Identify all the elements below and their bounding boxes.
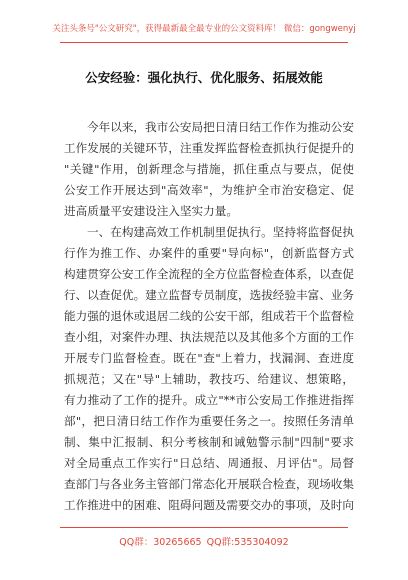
document-body bbox=[64, 117, 354, 516]
body-line: 抓规范；又在"导"上辅助，教技巧、给建议、想策略， bbox=[64, 372, 354, 386]
body-line: 查小组，对案件办理、执法规范以及其他多个方面的工作 bbox=[64, 330, 354, 344]
header-divider bbox=[60, 42, 348, 43]
header-note: 关注头条号"公文研究"，获得最新最全最专业的公文资料库！ 微信：gongwenyj bbox=[52, 24, 356, 34]
body-line: 进高质量平安建设注入坚实力量。 bbox=[64, 204, 238, 218]
body-line: 一、在构建高效工作机制里促执行。坚持将监督促执 bbox=[87, 225, 354, 239]
footer-divider bbox=[60, 527, 348, 528]
body-line: 查部门与各业务主管部门常态化开展联合检查，现场收集 bbox=[64, 477, 354, 491]
body-line: 能力强的退休或退居二线的公安干部，组成若干个监督检 bbox=[64, 309, 354, 323]
body-line: 构建贯穿公安工作全流程的全方位监督检查体系，以查促 bbox=[64, 267, 354, 281]
body-line: 开展专门监督检查。既在"查"上着力，找漏洞、查进度 bbox=[64, 351, 354, 365]
body-line: 行、以查促优。建立监督专员制度，选拔经验丰富、业务 bbox=[64, 288, 354, 302]
body-line: 今年以来，我市公安局把日清日结工作作为推动公安 bbox=[87, 120, 354, 134]
body-line: 工作发展的关键环节，注重发挥监督检查抓执行促提升的 bbox=[64, 141, 354, 155]
body-line: 有力推动了工作的提升。成立"**市公安局工作推进指挥 bbox=[64, 393, 354, 407]
body-line: 制、集中汇报制、积分考核制和诫勉警示制"四制"要求 bbox=[64, 435, 354, 449]
body-line: 对全局重点工作实行"日总结、周通报、月评估"。局督 bbox=[64, 456, 354, 470]
body-line: 部"，把日清日结工作作为重要任务之一。按照任务清单 bbox=[64, 414, 354, 428]
body-line: "关键"作用，创新理念与措施，抓住重点与要点，促使 bbox=[64, 162, 354, 176]
document-title: 公安经验：强化执行、优化服务、拓展效能 bbox=[85, 70, 323, 85]
body-line: 行作为推工作、办案件的重要"导向标"，创新监督方式 bbox=[64, 246, 354, 260]
footer-note: QQ群：30265665 QQ群:535304092 bbox=[119, 537, 289, 548]
body-line: 公安工作开展达到"高效率"，为维护全市治安稳定、促 bbox=[64, 183, 354, 197]
body-line: 工作推进中的困难、阻碍问题及需要交办的事项，及时向 bbox=[64, 498, 354, 512]
